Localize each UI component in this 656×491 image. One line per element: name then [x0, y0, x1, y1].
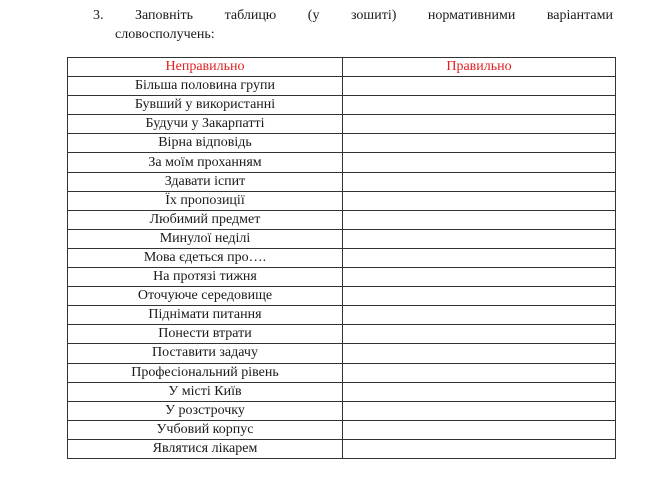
- wrong-phrase-cell: За моїм проханням: [68, 153, 343, 172]
- wrong-phrase-cell: Поставити задачу: [68, 344, 343, 363]
- task-instruction: [93, 6, 613, 44]
- correct-phrase-cell[interactable]: [343, 344, 616, 363]
- task-word: варіантами: [546, 8, 613, 23]
- wrong-phrase-cell: На протязі тижня: [68, 268, 343, 287]
- correct-phrase-cell[interactable]: [343, 191, 616, 210]
- table-row: [68, 229, 616, 248]
- table-row: [68, 268, 616, 287]
- task-number: 3.: [93, 8, 104, 23]
- wrong-phrase-cell: Більша половина групи: [68, 77, 343, 96]
- table-row: [68, 363, 616, 382]
- table-row: [68, 344, 616, 363]
- table-row: [68, 210, 616, 229]
- task-line-1: [93, 6, 613, 25]
- table-row: [68, 382, 616, 401]
- task-word: (у: [307, 8, 320, 23]
- correct-phrase-cell[interactable]: [343, 77, 616, 96]
- table-row: [68, 134, 616, 153]
- header-wrong: Неправильно: [68, 58, 343, 77]
- correct-phrase-cell[interactable]: [343, 96, 616, 115]
- table-row: [68, 77, 616, 96]
- wrong-phrase-cell: Минулої неділі: [68, 229, 343, 248]
- table-row: [68, 306, 616, 325]
- wrong-phrase-cell: Мова єдеться про….: [68, 248, 343, 267]
- wrong-phrase-cell: У розстрочку: [68, 401, 343, 420]
- correct-phrase-cell[interactable]: [343, 306, 616, 325]
- wrong-phrase-cell: Понести втрати: [68, 325, 343, 344]
- wrong-phrase-cell: Професіональний рівень: [68, 363, 343, 382]
- table-row: [68, 401, 616, 420]
- table-row: [68, 153, 616, 172]
- table-row: [68, 325, 616, 344]
- table-row: [68, 287, 616, 306]
- wrong-phrase-cell: У місті Київ: [68, 382, 343, 401]
- task-word: зошиті): [350, 8, 397, 23]
- table-row: [68, 248, 616, 267]
- correct-phrase-cell[interactable]: [343, 420, 616, 439]
- header-right: Правильно: [343, 58, 616, 77]
- wrong-phrase-cell: Здавати іспит: [68, 172, 343, 191]
- wrong-phrase-cell: Оточуюче середовище: [68, 287, 343, 306]
- wrong-phrase-cell: Вірна відповідь: [68, 134, 343, 153]
- correct-phrase-cell[interactable]: [343, 268, 616, 287]
- correct-phrase-cell[interactable]: [343, 210, 616, 229]
- wrong-phrase-cell: Являтися лікарем: [68, 439, 343, 458]
- table-body: [68, 77, 616, 459]
- task-word: нормативними: [427, 8, 516, 23]
- phrases-table: [67, 57, 616, 459]
- table-header-row: [68, 58, 616, 77]
- correct-phrase-cell[interactable]: [343, 325, 616, 344]
- correct-phrase-cell[interactable]: [343, 172, 616, 191]
- table-row: [68, 172, 616, 191]
- wrong-phrase-cell: Піднімати питання: [68, 306, 343, 325]
- wrong-phrase-cell: Любимий предмет: [68, 210, 343, 229]
- correct-phrase-cell[interactable]: [343, 439, 616, 458]
- table-row: [68, 420, 616, 439]
- correct-phrase-cell[interactable]: [343, 248, 616, 267]
- correct-phrase-cell[interactable]: [343, 382, 616, 401]
- table-row: [68, 96, 616, 115]
- correct-phrase-cell[interactable]: [343, 229, 616, 248]
- table-row: [68, 115, 616, 134]
- table-row: [68, 191, 616, 210]
- correct-phrase-cell[interactable]: [343, 134, 616, 153]
- task-word: Заповніть: [135, 8, 194, 23]
- correct-phrase-cell[interactable]: [343, 363, 616, 382]
- wrong-phrase-cell: Їх пропозиції: [68, 191, 343, 210]
- wrong-phrase-cell: Бувший у використанні: [68, 96, 343, 115]
- correct-phrase-cell[interactable]: [343, 115, 616, 134]
- correct-phrase-cell[interactable]: [343, 153, 616, 172]
- task-line-2: словосполучень:: [115, 27, 215, 42]
- correct-phrase-cell[interactable]: [343, 401, 616, 420]
- task-word: таблицю: [224, 8, 277, 23]
- correct-phrase-cell[interactable]: [343, 287, 616, 306]
- table-row: [68, 439, 616, 458]
- wrong-phrase-cell: Будучи у Закарпатті: [68, 115, 343, 134]
- wrong-phrase-cell: Учбовий корпус: [68, 420, 343, 439]
